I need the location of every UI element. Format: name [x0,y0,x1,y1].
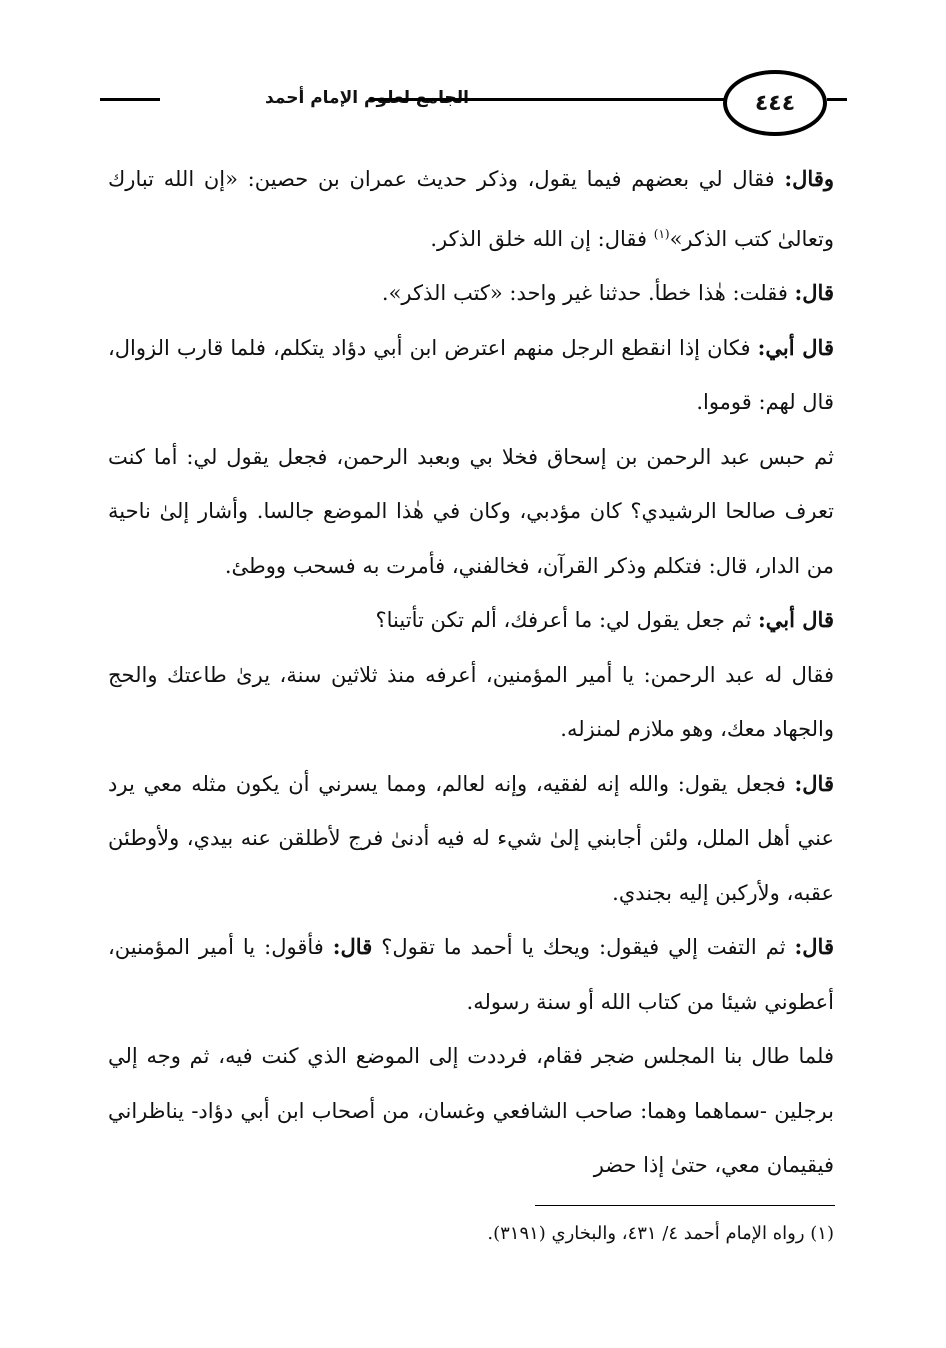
footnote-separator [535,1205,835,1206]
paragraph [108,152,834,266]
paragraph-text: فقال لي بعضهم فيما يقول، وذكر حديث عمران بن حصين: «إن الله تبارك وتعالىٰ كتب الذكر» [108,167,834,251]
speaker-label: قال: [794,280,834,305]
speaker-label: قال: [794,770,834,796]
page-number: ٤٤٤ [723,70,827,136]
paragraph [108,321,834,430]
paragraph-text: فكان إذا انقطع الرجل منهم اعترض ابن أبي دؤاد يتكلم، فلما قارب الزوال، قال لهم: قوموا. [108,335,834,414]
running-title: الجامع لعلوم الإمام أحمد [265,88,469,108]
paragraph [108,757,834,921]
header-rule-middle [370,98,725,101]
paragraph [108,1029,834,1193]
paragraph [108,430,834,594]
paragraph [108,648,834,757]
paragraph-text: ثم التفت إلي فيقول: ويحك يا أحمد ما تقول؟ [372,935,795,959]
paragraph-text: ثم حبس عبد الرحمن بن إسحاق فخلا بي وبعبد الرحمن، فجعل يقول لي: أما كنت تعرف صالحا الرشيدي؟ كان مؤدبي، وكان في هٰذا الموضع جالسا. وأشار إلىٰ ناحية من الدار، قال: فتكلم وذكر القرآن، فخالفني، فأمرت به فسحب ووطئ. [108,444,834,578]
speaker-label-2: قال: [332,934,373,959]
speaker-label: قال أبي: [758,607,834,632]
paragraph [108,266,834,321]
speaker-label: قال أبي: [757,334,834,360]
paragraph-text: ثم جعل يقول لي: ما أعرفك، ألم تكن تأتينا؟ [375,608,759,632]
paragraph-text-tail: فأقول: يا أمير المؤمنين، أعطوني شيئا من كتاب الله أو سنة رسوله. [108,935,834,1014]
main-text [108,152,834,1193]
paragraph [108,920,834,1029]
speaker-label: قال: [794,934,834,959]
paragraph-text: فقال له عبد الرحمن: يا أمير المؤمنين، أعرفه منذ ثلاثين سنة، يرىٰ طاعتك والحج والجهاد معك، وهو ملازم لمنزله. [108,662,834,741]
paragraph [108,593,834,648]
page-header [100,70,845,140]
header-rule-right [827,98,847,101]
paragraph-text: فجعل يقول: والله إنه لفقيه، وإنه لعالم، ومما يسرني أن يكون مثله معي يرد عني أهل الملل، ولئن أجابني إلىٰ شيء له فيه أدنىٰ فرج لأطلقن عنه بيدي، ولأوطئن عقبه، ولأركبن إليه بجندي. [108,771,834,905]
footnote-ref[interactable]: (١) [653,226,670,241]
footnote: (١) رواه الإمام أحمد ٤/ ٤٣١، والبخاري (٣١٩١). [487,1223,834,1244]
paragraph-text: فلما طال بنا المجلس ضجر فقام، فرددت إلى الموضع الذي كنت فيه، ثم وجه إلي برجلين -سماهما وهما: صاحب الشافعي وغسان، من أصحاب ابن أبي دؤاد- يناظراني فيقيمان معي، حتىٰ إذا حضر [108,1044,834,1177]
paragraph-text: فقلت: هٰذا خطأ. حدثنا غير واحد: «كتب الذكر». [381,281,795,305]
header-rule-left [100,98,160,101]
paragraph-text-tail: فقال: إن الله خلق الذكر. [430,226,654,251]
speaker-label: وقال: [784,166,834,191]
